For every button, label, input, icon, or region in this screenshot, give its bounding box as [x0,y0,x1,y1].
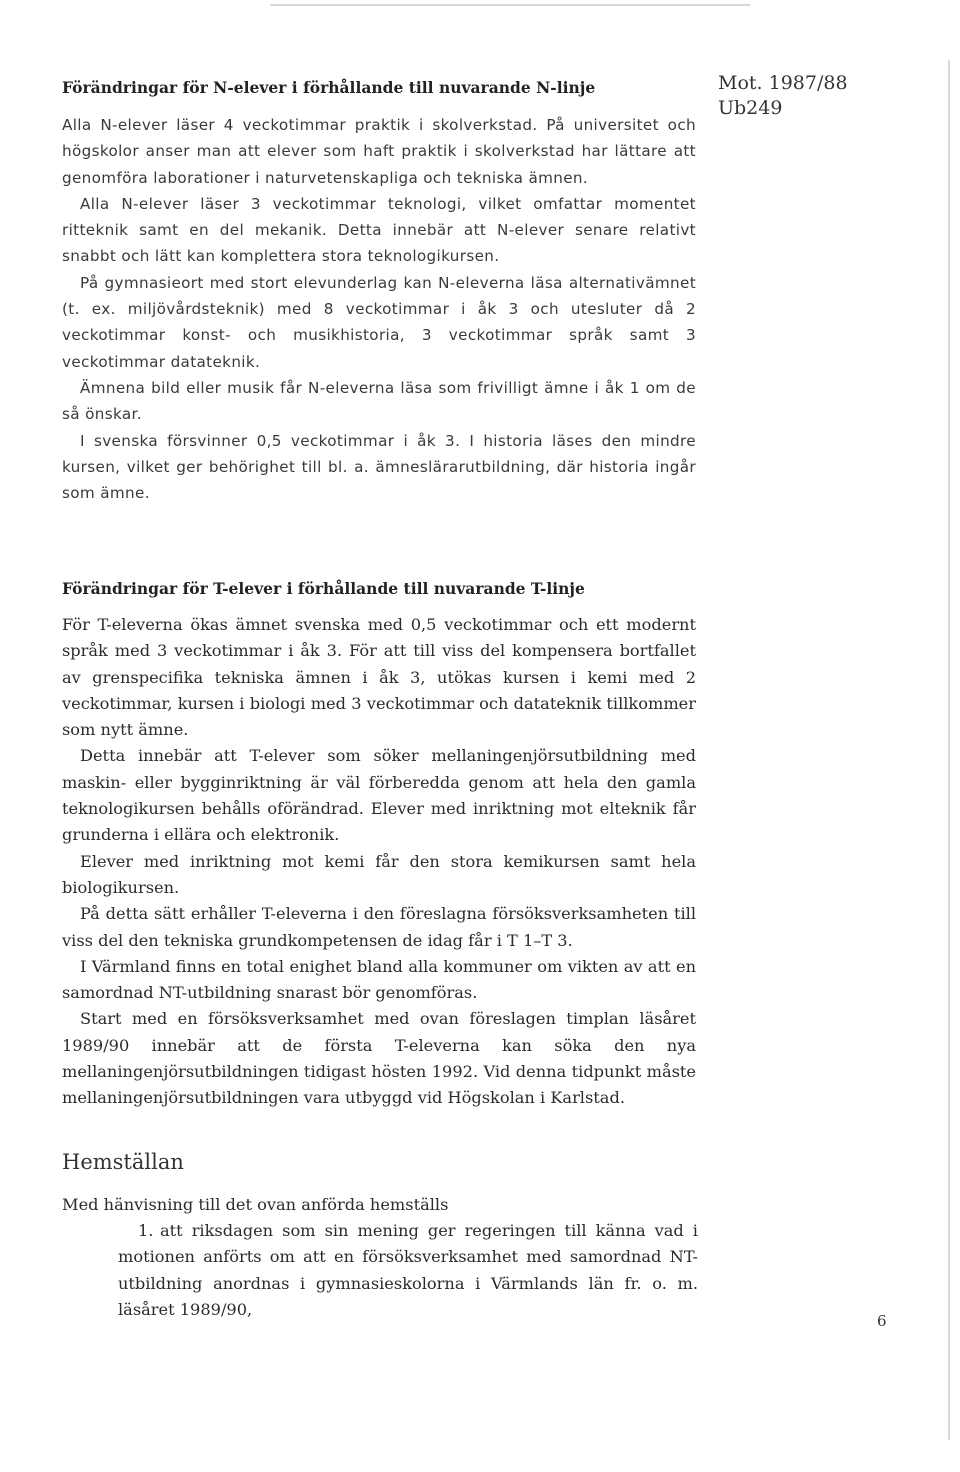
hemstallan-title: Hemställan [62,1150,184,1174]
section-n-heading: Förändringar för N-elever i förhållande till nuvarande N-linje [62,78,596,97]
hemstallan-intro: Med hänvisning till det ovan anförda hemställs [62,1195,449,1214]
section-t-body [62,612,696,1112]
item-text: att riksdagen som sin mening ger regeringen till känna vad i motionen anförts om att en försöksverksamhet med samordnad NT-utbildning anordnas i gymnasieskolorna i Värmlands län fr. o. m. läsåret 1989/90, [118,1221,698,1319]
section-t-paragraph: För T-eleverna ökas ämnet svenska med 0,5 veckotimmar och ett modernt språk med 3 veckotimmar i åk 3. För att till viss del kompensera bortfallet av grenspecifika tekniska ämnen i åk 3, utökas kursen i kemi med 2 veckotimmar, kursen i biologi med 3 veckotimmar och datateknik tillkommer som nytt ämne. [62,615,696,740]
section-n-paragraph: I svenska försvinner 0,5 veckotimmar i åk 3. I historia läses den mindre kursen, vilket ger behörighet till bl. a. ämneslärarutbildning, där historia ingår som ämne. [62,431,696,503]
item-number: 1. [138,1221,154,1240]
section-n-paragraph: Alla N-elever läser 4 veckotimmar praktik i skolverkstad. På universitet och högskolor anser man att elever som haft praktik i skolverkstad har lättare att genomföra laborationer i naturvetenskapliga och tekniska ämnen. [62,116,696,187]
scan-edge-top [270,4,750,6]
scan-edge-right [948,60,950,1440]
section-t-paragraph: I Värmland finns en total enighet bland alla kommuner om vikten av att en samordnad NT-utbildning snarast bör genomföras. [62,956,696,1003]
section-t-paragraph: Detta innebär att T-elever som söker mellaningenjörsutbildning med maskin- eller bygginriktning är väl förberedda genom att hela den gamla teknologikursen behålls oförändrad. Elever med inriktning mot elteknik får grunderna i ellära och elektronik. [62,746,696,845]
section-t-paragraph: Elever med inriktning mot kemi får den stora kemikursen samt hela biologikursen. [62,851,696,897]
page-number: 6 [877,1312,887,1330]
section-t-paragraph: På detta sätt erhåller T-eleverna i den föreslagna försöksverksamheten till viss del den tekniska grundkompetensen de idag får i T 1–T 3. [62,904,696,950]
section-t-paragraph: Start med en försöksverksamhet med ovan föreslagen timplan läsåret 1989/90 innebär att de första T-eleverna kan söka den nya mellaningenjörsutbildningen tidigast hösten 1992. Vid denna tidpunkt måste mellaningenjörsutbildningen vara utbyggd vid Högskolan i Karlstad. [62,1009,696,1108]
margin-note [718,71,848,121]
motion-number: Mot. 1987/88 [718,72,848,94]
section-t-heading: Förändringar för T-elever i förhållande till nuvarande T-linje [62,579,585,598]
motion-code: Ub249 [718,97,783,119]
hemstallan-item [118,1218,698,1323]
section-n-paragraph: På gymnasieort med stort elevunderlag kan N-eleverna läsa alternativämnet (t. ex. miljövårdsteknik) med 8 veckotimmar i åk 3 och utesluter då 2 veckotimmar konst- och musikhistoria, 3 veckotimmar språk samt 3 veckotimmar datateknik. [62,273,696,371]
section-n-paragraph: Ämnena bild eller musik får N-eleverna läsa som frivilligt ämne i åk 1 om de så önskar. [62,378,696,424]
section-n-body [62,112,696,506]
section-n-paragraph: Alla N-elever läser 3 veckotimmar teknologi, vilket omfattar momentet ritteknik samt en del mekanik. Detta innebär att N-elever senare relativt snabbt och lätt kan komplettera stora teknologikursen. [62,194,696,266]
